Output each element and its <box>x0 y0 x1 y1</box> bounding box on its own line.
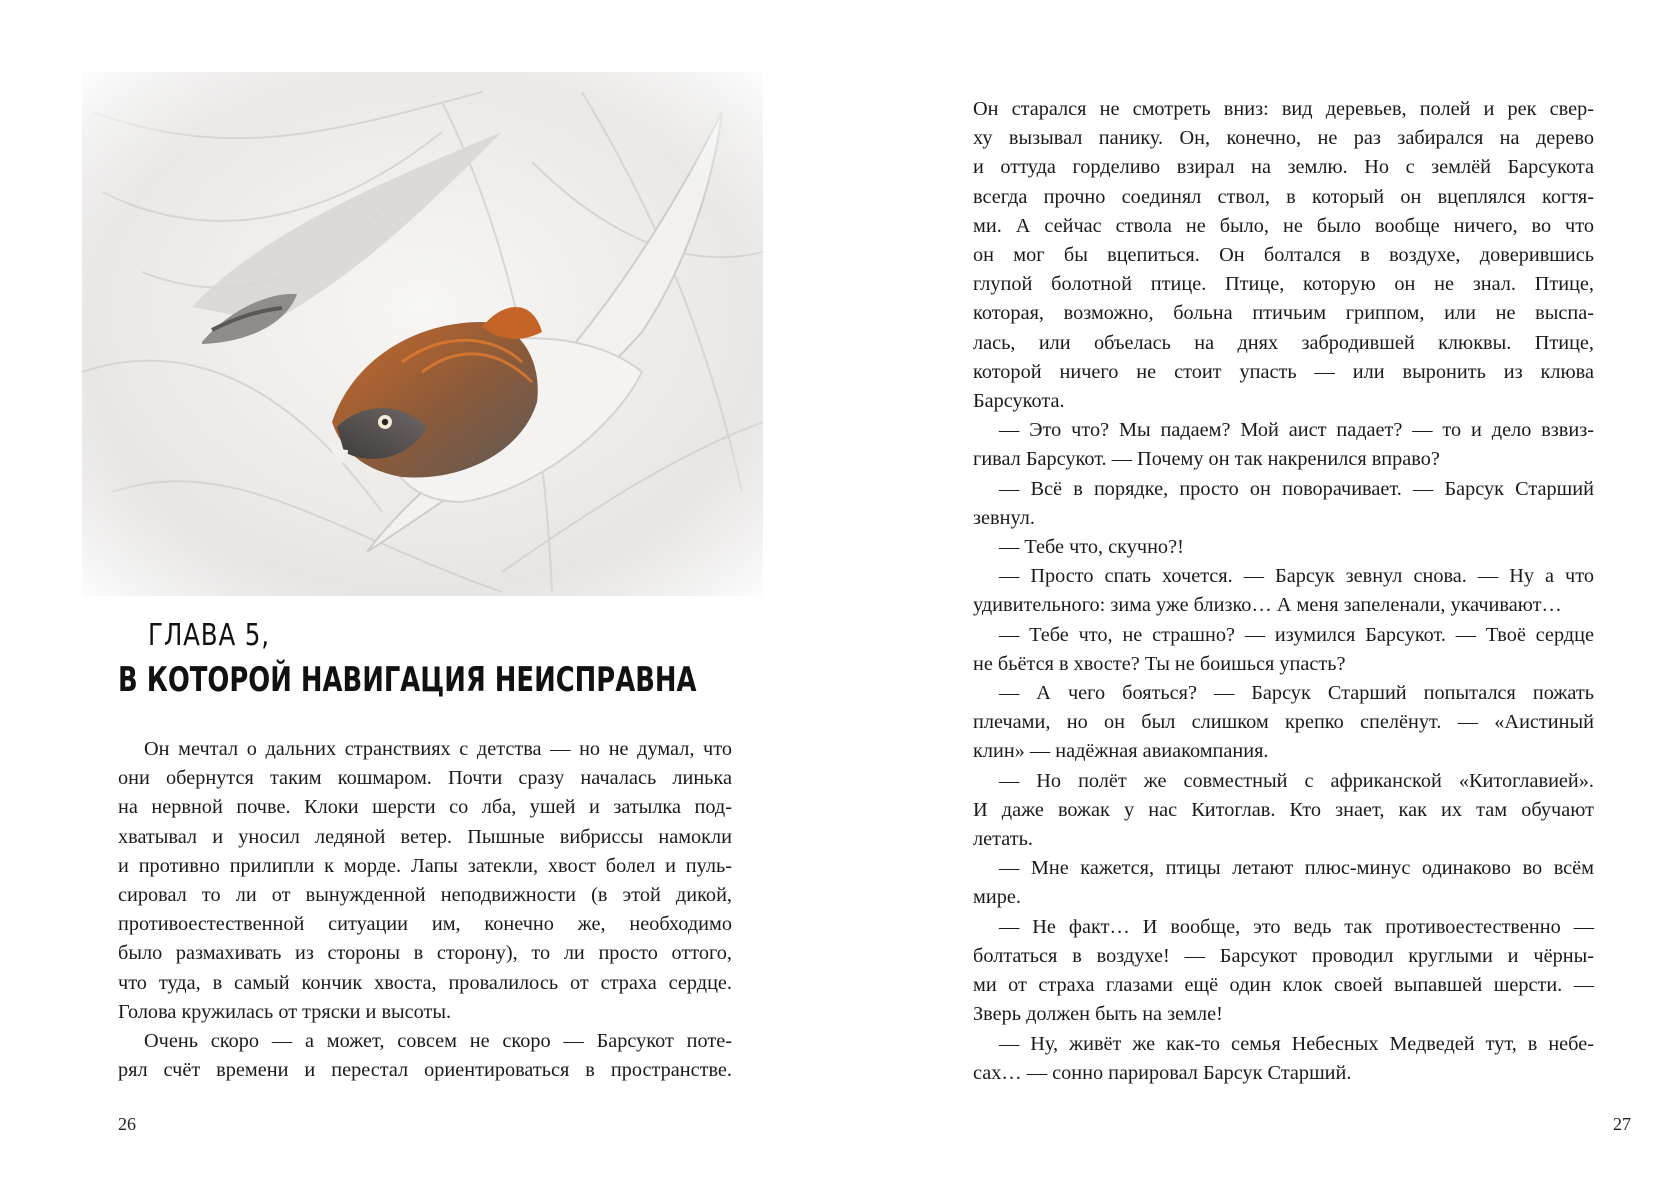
text-line: ми от страха глазами ещё один клок своей выпавшей шерсти. — <box>973 974 1594 997</box>
text-line: — А чего бояться? — Барсук Старший попытался пожать <box>999 682 1594 705</box>
text-line: ху вызывал панику. Он, конечно, не раз забирался на дерево <box>973 127 1594 150</box>
text-line: было размахивать из стороны в сторону), то ли просто оттого, <box>118 942 732 965</box>
text-line: глупой болотной птице. Птице, которую он не знал. Птице, <box>973 273 1594 296</box>
text-line: ми. А сейчас ствола не было, не было вообще ничего, во что <box>973 214 1594 237</box>
text-line: летать. <box>973 828 1033 851</box>
chapter-number: ГЛАВА 5, <box>148 618 270 653</box>
text-line: хватывал и уносил ледяной ветер. Пышные вибриссы намокли <box>118 825 732 848</box>
text-line: И даже вожак у нас Китоглав. Кто знает, как их там обучают <box>973 798 1594 821</box>
text-line: которой ничего не стоит упасть — или выронить из клюва <box>973 360 1594 383</box>
text-line: Он мечтал о дальних странствиях с детства — но не думал, что <box>144 738 732 760</box>
text-line: удивительного: зима уже близко… А меня запеленали, укачивают… <box>973 594 1562 617</box>
text-line: что туда, в самый кончик хвоста, провалилось от страха сердце. <box>118 971 732 994</box>
text-line: — Мне кажется, птицы летают плюс-минус одинаково во всём <box>999 857 1594 880</box>
text-line: — Всё в порядке, просто он поворачивает. — Барсук Старший <box>999 477 1594 500</box>
text-line: мире. <box>973 886 1021 909</box>
text-line: на нервной почве. Клоки шерсти со лба, ушей и затылка под- <box>118 796 732 819</box>
text-line: Зверь должен быть на земле! <box>973 1003 1223 1026</box>
right-page <box>840 0 1680 1196</box>
text-line: гивал Барсукот. — Почему он так накренился вправо? <box>973 448 1440 471</box>
text-line: и противно прилипли к морде. Лапы затекли, хвост болел и пуль- <box>118 854 732 877</box>
text-line: болтаться в воздухе! — Барсукот проводил круглыми и чёрны- <box>973 944 1594 967</box>
text-line: — Просто спать хочется. — Барсук зевнул снова. — Ну а что <box>999 565 1594 588</box>
text-line: — Ну, живёт же как-то семья Небесных Медведей тут, в небе- <box>999 1032 1594 1055</box>
text-line: противоестественной ситуации им, конечно же, необходимо <box>118 913 732 936</box>
page-number-right: 27 <box>1613 1114 1631 1134</box>
text-line: сах… — сонно парировал Барсук Старший. <box>973 1061 1352 1084</box>
text-line: он мог бы вцепиться. Он болтался в воздухе, доверившись <box>973 244 1594 267</box>
text-line: сировал то ли от вынужденной неподвижности (в этой дикой, <box>118 884 732 907</box>
text-line: и оттуда горделиво взирал на землю. Но с землёй Барсукота <box>973 156 1594 179</box>
page-number-left: 26 <box>118 1114 136 1134</box>
text-line: они обернутся таким кошмаром. Почти сразу началась линька <box>118 767 732 790</box>
text-line: — Тебе что, не страшно? — изумился Барсукот. — Твоё сердце <box>999 623 1594 646</box>
text-line: Он старался не смотреть вниз: вид деревьев, полей и рек свер- <box>973 98 1594 120</box>
chapter-illustration <box>82 72 763 596</box>
text-line: — Но полёт же совместный с африканской «Китоглавией». <box>999 769 1594 792</box>
text-line: Барсукота. <box>973 390 1065 413</box>
illustration-svg <box>82 72 763 596</box>
chapter-title: В КОТОРОЙ НАВИГАЦИЯ НЕИСПРАВНА <box>118 660 697 700</box>
text-line: не бьётся в хвосте? Ты не боишься упасть? <box>973 652 1346 675</box>
text-line: рял счёт времени и перестал ориентироваться в пространстве. <box>118 1059 732 1082</box>
text-line: — Тебе что, скучно?! <box>999 536 1184 559</box>
illustration-vignette <box>82 72 763 596</box>
text-line: зевнул. <box>973 506 1035 529</box>
text-line: — Это что? Мы падаем? Мой аист падает? — то и дело взвиз- <box>999 419 1594 442</box>
text-line: всегда прочно соединял ствол, в который он вцеплялся когтя- <box>973 185 1594 208</box>
text-line: Очень скоро — а может, совсем не скоро — Барсукот поте- <box>144 1030 732 1053</box>
text-line: клин» — надёжная авиакомпания. <box>973 740 1269 763</box>
text-line: которая, возможно, больна птичьим гриппом, или не выспа- <box>973 302 1594 325</box>
text-line: Голова кружилась от тряски и высоты. <box>118 1000 452 1023</box>
left-page-text <box>118 735 732 1085</box>
text-line: — Не факт… И вообще, это ведь так противоестественно — <box>999 915 1594 938</box>
text-line: лась, или объелась на днях забродившей клюквы. Птице, <box>973 331 1594 354</box>
text-line: плечами, но он был слишком крепко спелёнут. — «Аистиный <box>973 711 1594 734</box>
right-page-text <box>973 95 1594 1088</box>
